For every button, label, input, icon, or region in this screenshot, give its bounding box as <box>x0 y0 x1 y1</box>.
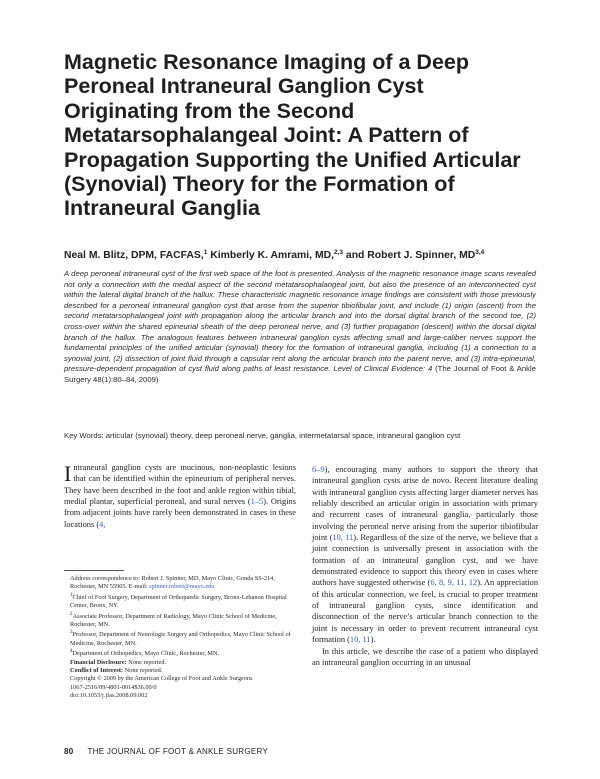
reference-link[interactable]: 10, 11 <box>332 533 354 543</box>
footnote-text: Associate Professor, Department of Radiology, Mayo Clinic School of Medicine, Rochester, MN. <box>70 612 277 629</box>
footnote-marker: 4 <box>70 649 73 655</box>
body-text: ). An appreciation of this articular connection, we feel, is crucial to proper treatment of intraneural ganglion cysts, since identification and disconnection of the nerve’s articular branch connection to the joint is necessary in order to prevent recurrent intraneural cyst formation ( <box>312 578 539 645</box>
body-paragraph: In this article, we describe the case of a patient who displayed an intraneural ganglion occurring in an unusual <box>312 646 538 667</box>
body-text: ), encouraging many authors to support the theory that intraneural ganglion cysts arise de novo. Recent literature dealing with intraneural ganglion cysts affecting larger diameter nerves has reliably described an articular origin in association with primary and recurrent cases of intraneural ganglia, particularly those involving the peroneal nerve arising from the superior tibiofibular joint ( <box>312 465 538 543</box>
footnote-text: Address correspondence to: Robert J. Spinner, MD, Mayo Clinic, Gonda SS-214, Rochester, MN 55905. E-mail: <box>70 575 275 591</box>
issn: 1067-2516/09/4801-0014$36.00/0 <box>70 683 157 691</box>
copyright: Copyright © 2009 by the American College of Foot and Ankle Surgeons <box>70 675 253 683</box>
body-text: ). Regardless of the size of the nerve, we believe that a joint connection is universally present in association with the formation of an intraneural ganglion cyst, and we have demonstrated evidence to support this theory even in cases where authors have suggested otherwise ( <box>312 533 538 588</box>
article-title: Magnetic Resonance Imaging of a Deep Peroneal Intraneural Ganglion Cyst Originating from the Second Metatarsophalangeal Joint: A Pattern of Propagation Supporting the Unified Articular (Synovial) Theory for the Formation of Intraneural Ganglia <box>64 50 521 221</box>
email-link[interactable]: spinner.robert@mayo.edu <box>149 583 215 591</box>
footnote-text: Department of Orthopedics, Mayo Clinic, Rochester, MN. <box>72 650 220 658</box>
author-blitz: Neal M. Blitz, DPM, FACFAS, <box>64 250 204 261</box>
journal-name: THE JOURNAL OF FOOT & ANKLE SURGERY <box>87 747 269 756</box>
body-text: ). <box>370 635 376 645</box>
coi-value: None reported. <box>123 667 163 675</box>
correspondence-note <box>64 575 296 592</box>
footnotes <box>64 575 296 701</box>
reference-link[interactable]: 6–9 <box>312 465 325 474</box>
author-spinner: and Robert J. Spinner, MD <box>343 250 476 261</box>
coi-label: Conflict of Interest: <box>70 667 124 675</box>
footnote-3 <box>64 629 296 648</box>
abstract-text: A deep peroneal intraneural cyst of the first web space of the foot is presented. Analysis of the magnetic resonance image scans revealed not only a connection with the medial aspect of the second metatarsophalangeal joint, but also the presence of an interconnected cyst within the lateral digital branch of the hallux. These characteristic magnetic resonance image findings are consistent with those previously described for a peroneal intraneural ganglion cyst that arose from the superior tibiofibular joint, and include (1) origin (ascent) from the second metatarsophalangeal joint with propagation along the articular branch and into the dorsal digital branch of the second toe, (2) cross-over within the shared epineurial sheath of the deep peroneal nerve, and (3) further propagation (descent) within the dorsal digital branch of the hallux. The analogous features between intraneural ganglion cysts affecting small and large-caliber nerves support the fundamental principles of the unified articular (synovial) theory for the formation of intraneural ganglia, including (1) a connection to a synovial joint, (2) dissection of joint fluid through a capsular rent along the articular branch into the parent nerve, and (3) intra-epineurial, pressure-dependent propagation of cyst fluid along paths of least resistance. Level of Clinical Evidence: 4 <box>64 269 536 374</box>
author-affil-sup: 1 <box>203 249 208 256</box>
page-footer <box>64 747 268 756</box>
disclosure-label: Financial Disclosure: <box>70 658 127 666</box>
footnote-text: Chief of Foot Surgery, Department of Orthopaedic Surgery, Bronx-Lebanon Hospital Center, Bronx, NY. <box>70 593 287 610</box>
doi: doi:10.1053/j.jfas.2008.09.002 <box>70 692 148 700</box>
body-text: ntraneural ganglion cysts are mucinous, non-neoplastic lesions that can be identified within the epineurium of peripheral nerves. They have been described in the foot and ankle region within tibial, medial plantar, superficial peroneal, and sural nerves ( <box>64 463 296 507</box>
disclosure-value: None reported. <box>126 658 167 666</box>
author-line <box>64 247 554 262</box>
body-paragraph <box>312 464 538 646</box>
footnote-marker: 2 <box>70 611 73 617</box>
author-affil-sup: 2,3 <box>334 249 344 256</box>
reference-link[interactable]: 4, <box>99 519 106 529</box>
page-number: 80 <box>64 747 74 756</box>
citation: (The Journal of Foot & Ankle Surgery 48(1):80–84, 2009) <box>64 364 536 384</box>
footnote-marker: 3 <box>70 630 73 636</box>
footnote-1 <box>64 592 296 611</box>
footnote-text: Professor, Department of Neurologic Surgery and Orthopedics, Mayo Clinic School of Medicine, Rochester, MN. <box>70 631 291 647</box>
footnote-2 <box>64 611 296 630</box>
footnote-divider <box>64 570 124 571</box>
intro-paragraph <box>64 462 296 530</box>
keywords: Key Words: articular (synovial) theory, deep peroneal nerve, ganglia, intermetatarsal space, intraneural ganglion cyst <box>64 431 461 440</box>
financial-disclosure <box>64 659 296 667</box>
footnote-marker: 1 <box>70 592 73 598</box>
author-amrami: Kimberly K. Amrami, MD, <box>207 250 334 261</box>
conflict-of-interest <box>64 667 296 675</box>
abstract <box>64 269 536 386</box>
drop-cap: I <box>64 461 72 486</box>
body-column-left <box>64 462 296 530</box>
reference-link[interactable]: 10, 11 <box>349 635 371 645</box>
reference-link[interactable]: 1–5 <box>250 497 264 507</box>
body-text: ). Origins from adjacent joints have rarely been demonstrated in cases in these locations ( <box>64 497 296 529</box>
body-column-right <box>312 464 538 668</box>
reference-link[interactable]: 6, 8, 9, 11, 12 <box>430 578 478 588</box>
author-affil-sup: 3,4 <box>475 249 485 256</box>
footnote-4 <box>64 648 296 658</box>
